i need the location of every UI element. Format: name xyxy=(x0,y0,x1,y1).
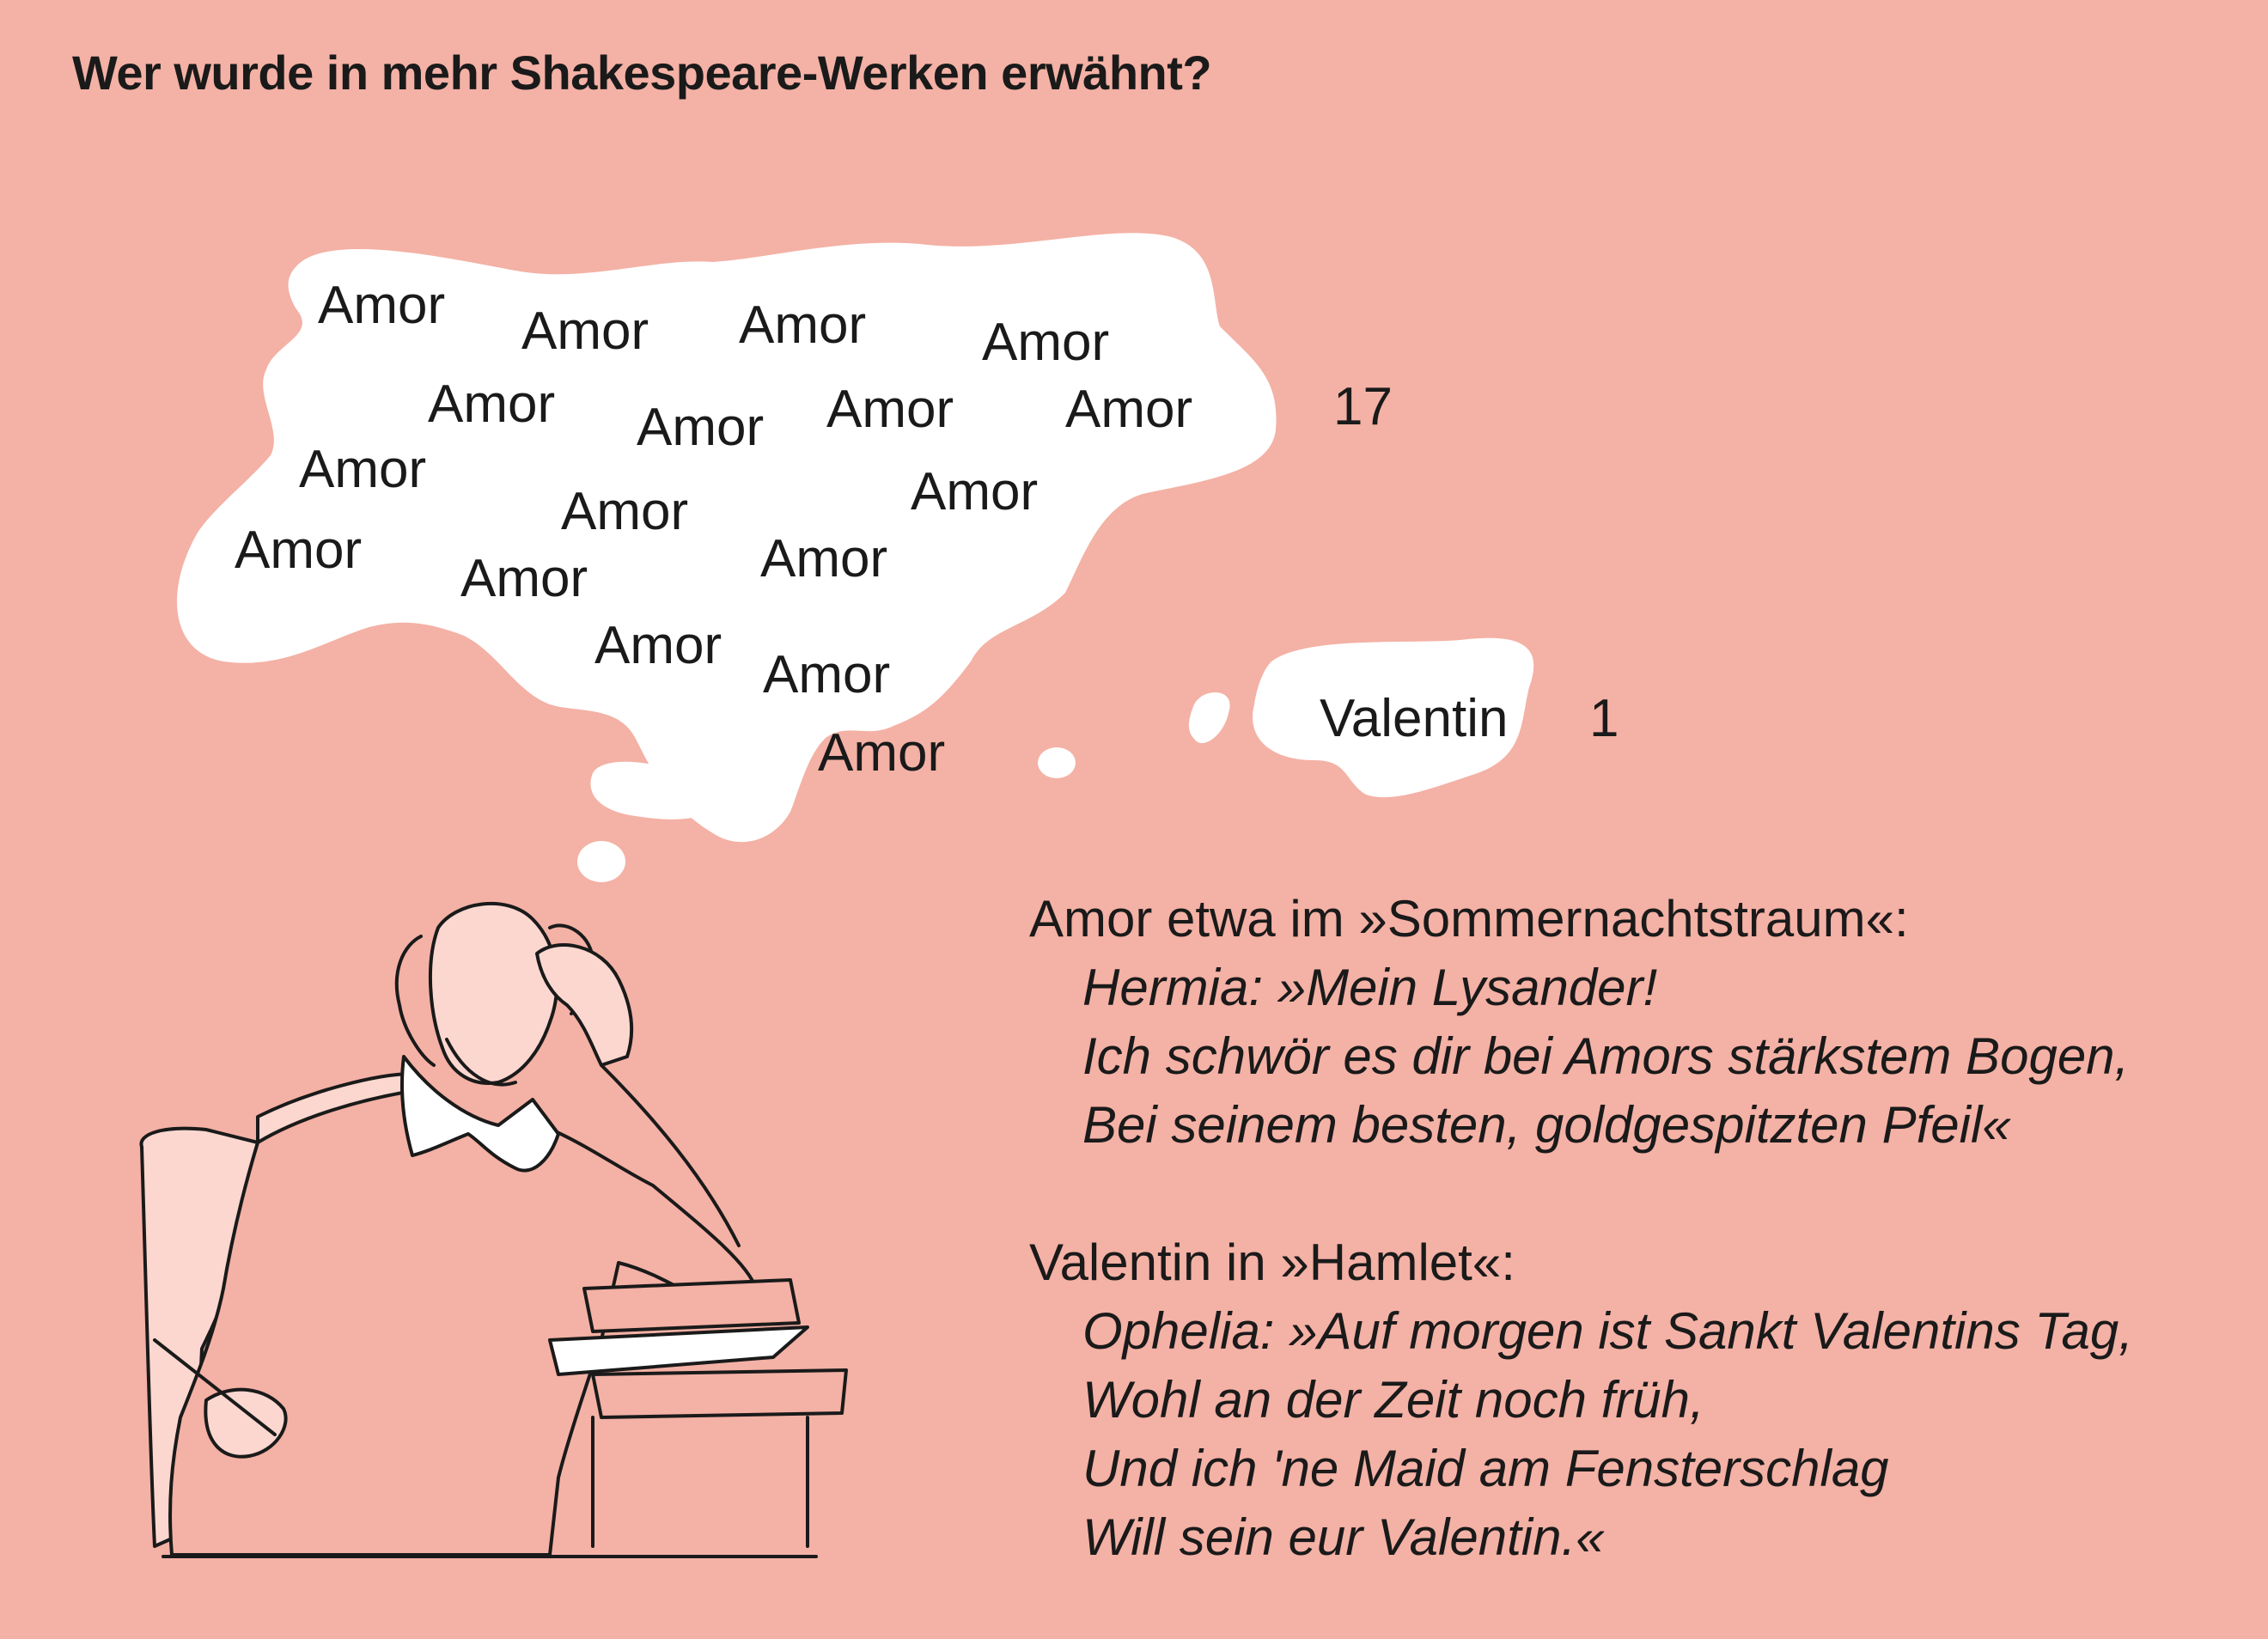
quote-amor-line: Ich schwör es dir bei Amors stärkstem Bogen, xyxy=(1082,1027,2130,1085)
quote-amor-line: Bei seinem besten, goldgespitzten Pfeil« xyxy=(1082,1096,2011,1154)
shakespeare-illustration xyxy=(141,904,846,1557)
amor-word: Amor xyxy=(739,296,867,355)
amor-word: Amor xyxy=(318,276,446,335)
amor-word: Amor xyxy=(763,645,891,704)
amor-word: Amor xyxy=(460,549,588,608)
amor-word: Amor xyxy=(982,313,1110,372)
amor-word: Amor xyxy=(521,302,649,361)
amor-word: Amor xyxy=(818,723,946,783)
quote-valentin-line: Will sein eur Valentin.« xyxy=(1082,1508,1605,1566)
thought-bubble-small-3 xyxy=(1038,747,1076,778)
amor-count: 17 xyxy=(1333,377,1393,436)
amor-word: Amor xyxy=(1065,380,1193,439)
quote-valentin-line: Wohl an der Zeit noch früh, xyxy=(1082,1371,1704,1429)
quote-valentin-intro: Valentin in »Hamlet«: xyxy=(1029,1234,1515,1291)
quote-valentin-line: Und ich 'ne Maid am Fensterschlag xyxy=(1082,1440,1889,1497)
page-title: Wer wurde in mehr Shakespeare-Werken erwähnt? xyxy=(72,46,1212,100)
amor-word: Amor xyxy=(760,529,888,588)
amor-word: Amor xyxy=(637,398,765,457)
amor-word: Amor xyxy=(826,380,954,439)
amor-word: Amor xyxy=(299,440,427,499)
amor-word: Amor xyxy=(594,616,722,675)
valentin-word: Valentin xyxy=(1320,689,1509,748)
valentin-count: 1 xyxy=(1589,689,1619,748)
quote-amor-intro: Amor etwa im »Sommernachtstraum«: xyxy=(1029,890,1909,947)
amor-word: Amor xyxy=(911,462,1039,521)
thought-bubble-small-2 xyxy=(577,841,625,882)
thought-bubble-small-4 xyxy=(1189,692,1230,743)
quote-valentin-line: Ophelia: »Auf morgen ist Sankt Valentins Tag, xyxy=(1082,1302,2133,1360)
amor-word: Amor xyxy=(561,482,689,541)
quote-amor-line: Hermia: »Mein Lysander! xyxy=(1082,959,1658,1016)
amor-word: Amor xyxy=(235,521,363,580)
quote-valentin xyxy=(1029,1228,2133,1572)
quote-amor xyxy=(1029,885,2129,1160)
amor-word: Amor xyxy=(428,375,556,434)
